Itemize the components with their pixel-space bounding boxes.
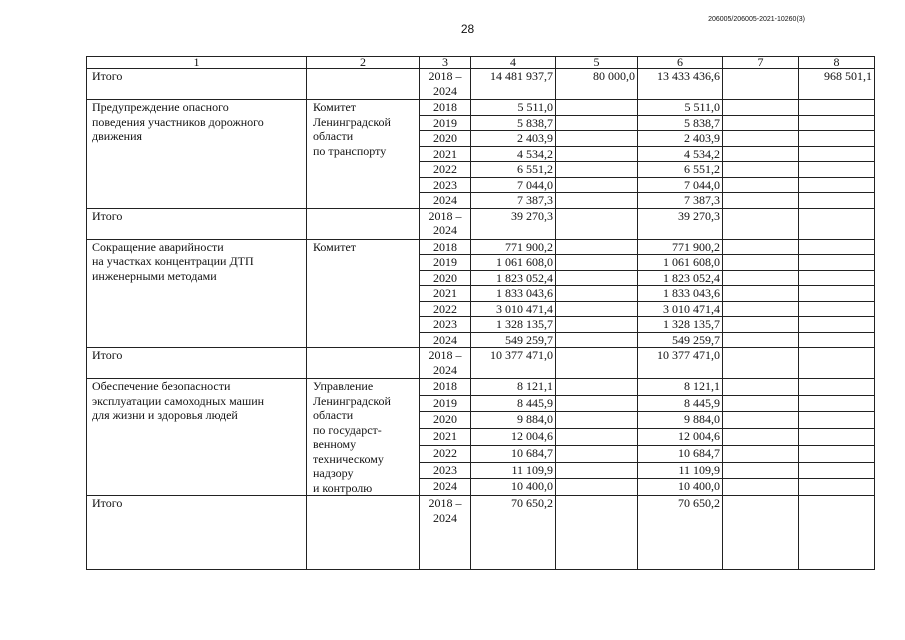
amount-col8 [799, 270, 875, 286]
subtotal-col4: 39 270,3 [471, 208, 556, 239]
subtotal-col6: 39 270,3 [638, 208, 723, 239]
amount-col7 [723, 429, 799, 446]
subtotal-col5 [556, 348, 638, 379]
amount-col8 [799, 395, 875, 412]
year-cell: 2020 [420, 270, 471, 286]
subtotal-row [87, 348, 875, 379]
year-cell: 2022 [420, 301, 471, 317]
amount-col5 [556, 162, 638, 178]
column-header: 5 [556, 57, 638, 69]
year-cell: 2023 [420, 317, 471, 333]
subtotal-label: Итого [87, 208, 307, 239]
amount-col8 [799, 131, 875, 147]
amount-col5 [556, 115, 638, 131]
column-header: 3 [420, 57, 471, 69]
total-col4: 14 481 937,7 [471, 69, 556, 100]
amount-total: 771 900,2 [471, 239, 556, 255]
amount-col7 [723, 332, 799, 348]
year-cell: 2021 [420, 146, 471, 162]
subtotal-label: Итого [87, 348, 307, 379]
subtotal-col6: 10 377 471,0 [638, 348, 723, 379]
amount-col6: 11 109,9 [638, 462, 723, 479]
subtotal-col4: 10 377 471,0 [471, 348, 556, 379]
amount-col7 [723, 193, 799, 209]
amount-col5 [556, 332, 638, 348]
amount-total: 3 010 471,4 [471, 301, 556, 317]
measure-title: Обеспечение безопасности эксплуатации самоходных машин для жизни и здоровья людей [87, 379, 307, 496]
amount-total: 7 044,0 [471, 177, 556, 193]
measure-title: Сокращение аварийности на участках концентрации ДТП инженерными методами [87, 239, 307, 348]
subtotal-col7 [723, 208, 799, 239]
year-cell: 2020 [420, 412, 471, 429]
amount-col5 [556, 270, 638, 286]
amount-col5 [556, 286, 638, 302]
subtotal-row [87, 208, 875, 239]
amount-col7 [723, 301, 799, 317]
year-cell: 2021 [420, 286, 471, 302]
amount-col7 [723, 255, 799, 271]
amount-col6: 10 400,0 [638, 479, 723, 496]
amount-col7 [723, 177, 799, 193]
amount-col6: 1 833 043,6 [638, 286, 723, 302]
amount-col6: 10 684,7 [638, 445, 723, 462]
amount-col8 [799, 429, 875, 446]
amount-col7 [723, 100, 799, 116]
amount-total: 5 838,7 [471, 115, 556, 131]
amount-col6: 5 838,7 [638, 115, 723, 131]
subtotal-col6: 70 650,2 [638, 496, 723, 570]
year-cell: 2024 [420, 479, 471, 496]
year-cell: 2022 [420, 162, 471, 178]
amount-col8 [799, 255, 875, 271]
amount-total: 2 403,9 [471, 131, 556, 147]
amount-col7 [723, 317, 799, 333]
empty-cell [307, 208, 420, 239]
amount-total: 8 121,1 [471, 379, 556, 396]
amount-col8 [799, 146, 875, 162]
year-cell: 2021 [420, 429, 471, 446]
amount-col6: 771 900,2 [638, 239, 723, 255]
amount-col8 [799, 379, 875, 396]
amount-total: 5 511,0 [471, 100, 556, 116]
amount-col5 [556, 429, 638, 446]
amount-col6: 7 044,0 [638, 177, 723, 193]
column-header: 7 [723, 57, 799, 69]
amount-col5 [556, 177, 638, 193]
amount-total: 1 328 135,7 [471, 317, 556, 333]
amount-col7 [723, 479, 799, 496]
amount-col6: 3 010 471,4 [638, 301, 723, 317]
subtotal-col8 [799, 348, 875, 379]
amount-col8 [799, 115, 875, 131]
amount-col6: 12 004,6 [638, 429, 723, 446]
amount-col5 [556, 146, 638, 162]
amount-col7 [723, 445, 799, 462]
amount-col7 [723, 270, 799, 286]
subtotal-period: 2018 – 2024 [420, 208, 471, 239]
amount-col6: 8 445,9 [638, 395, 723, 412]
amount-total: 10 400,0 [471, 479, 556, 496]
subtotal-col5 [556, 496, 638, 570]
amount-col7 [723, 131, 799, 147]
amount-col8 [799, 412, 875, 429]
amount-total: 7 387,3 [471, 193, 556, 209]
column-header: 8 [799, 57, 875, 69]
amount-total: 9 884,0 [471, 412, 556, 429]
year-cell: 2022 [420, 445, 471, 462]
empty-cell [307, 348, 420, 379]
year-cell: 2023 [420, 177, 471, 193]
year-cell: 2018 [420, 379, 471, 396]
subtotal-col5 [556, 208, 638, 239]
column-number-row [87, 57, 875, 69]
subtotal-label: Итого [87, 496, 307, 570]
amount-col7 [723, 412, 799, 429]
subtotal-col7 [723, 496, 799, 570]
responsible-body: Управление Ленинградской области по государст- венному техническому надзору и контролю [307, 379, 420, 496]
amount-col5 [556, 395, 638, 412]
amount-col5 [556, 100, 638, 116]
amount-col8 [799, 462, 875, 479]
amount-col8 [799, 162, 875, 178]
amount-total: 1 061 608,0 [471, 255, 556, 271]
amount-col6: 1 328 135,7 [638, 317, 723, 333]
year-cell: 2018 [420, 239, 471, 255]
amount-col6: 6 551,2 [638, 162, 723, 178]
empty-cell [307, 496, 420, 570]
column-header: 2 [307, 57, 420, 69]
amount-col6: 2 403,9 [638, 131, 723, 147]
amount-col7 [723, 286, 799, 302]
amount-total: 1 833 043,6 [471, 286, 556, 302]
subtotal-col8 [799, 496, 875, 570]
amount-col5 [556, 412, 638, 429]
subtotal-row [87, 496, 875, 570]
amount-col6: 4 534,2 [638, 146, 723, 162]
amount-col6: 7 387,3 [638, 193, 723, 209]
amount-col6: 8 121,1 [638, 379, 723, 396]
year-cell: 2023 [420, 462, 471, 479]
amount-col6: 1 823 052,4 [638, 270, 723, 286]
amount-col8 [799, 100, 875, 116]
amount-col7 [723, 395, 799, 412]
amount-col7 [723, 379, 799, 396]
amount-col8 [799, 332, 875, 348]
amount-col5 [556, 445, 638, 462]
amount-total: 549 259,7 [471, 332, 556, 348]
amount-total: 4 534,2 [471, 146, 556, 162]
total-col8: 968 501,1 [799, 69, 875, 100]
amount-col5 [556, 239, 638, 255]
amount-col7 [723, 239, 799, 255]
total-period: 2018 – 2024 [420, 69, 471, 100]
amount-col5 [556, 462, 638, 479]
year-cell: 2020 [420, 131, 471, 147]
amount-total: 6 551,2 [471, 162, 556, 178]
amount-col5 [556, 193, 638, 209]
grand-total-row [87, 69, 875, 100]
amount-col5 [556, 131, 638, 147]
empty-cell [307, 69, 420, 100]
amount-col6: 9 884,0 [638, 412, 723, 429]
amount-col7 [723, 115, 799, 131]
year-cell: 2019 [420, 395, 471, 412]
total-col7 [723, 69, 799, 100]
column-header: 6 [638, 57, 723, 69]
total-label: Итого [87, 69, 307, 100]
year-cell: 2018 [420, 100, 471, 116]
amount-col6: 1 061 608,0 [638, 255, 723, 271]
amount-col8 [799, 317, 875, 333]
amount-col8 [799, 193, 875, 209]
year-cell: 2024 [420, 193, 471, 209]
column-header: 1 [87, 57, 307, 69]
column-header: 4 [471, 57, 556, 69]
amount-col5 [556, 317, 638, 333]
amount-col6: 549 259,7 [638, 332, 723, 348]
year-cell: 2019 [420, 255, 471, 271]
subtotal-period: 2018 – 2024 [420, 348, 471, 379]
total-col6: 13 433 436,6 [638, 69, 723, 100]
subtotal-col4: 70 650,2 [471, 496, 556, 570]
measure-title: Предупреждение опасного поведения участников дорожного движения [87, 100, 307, 209]
amount-col5 [556, 255, 638, 271]
amount-col8 [799, 301, 875, 317]
subtotal-period: 2018 – 2024 [420, 496, 471, 570]
amount-col7 [723, 146, 799, 162]
amount-col6: 5 511,0 [638, 100, 723, 116]
table-row [87, 239, 875, 255]
amount-col5 [556, 301, 638, 317]
year-cell: 2019 [420, 115, 471, 131]
table-row [87, 379, 875, 396]
total-col5: 80 000,0 [556, 69, 638, 100]
page-number: 28 [460, 22, 475, 36]
amount-col7 [723, 162, 799, 178]
amount-col5 [556, 479, 638, 496]
subtotal-col7 [723, 348, 799, 379]
responsible-body: Комитет [307, 239, 420, 348]
amount-total: 10 684,7 [471, 445, 556, 462]
year-cell: 2024 [420, 332, 471, 348]
amount-col8 [799, 177, 875, 193]
subtotal-col8 [799, 208, 875, 239]
amount-col8 [799, 445, 875, 462]
amount-total: 11 109,9 [471, 462, 556, 479]
amount-col8 [799, 239, 875, 255]
amount-total: 1 823 052,4 [471, 270, 556, 286]
amount-col5 [556, 379, 638, 396]
amount-col7 [723, 462, 799, 479]
budget-table [86, 56, 875, 570]
amount-total: 12 004,6 [471, 429, 556, 446]
amount-total: 8 445,9 [471, 395, 556, 412]
table-row [87, 100, 875, 116]
document-id: 206005/206005-2021-10260(3) [708, 16, 805, 23]
amount-col8 [799, 479, 875, 496]
responsible-body: Комитет Ленинградской области по транспорту [307, 100, 420, 209]
amount-col8 [799, 286, 875, 302]
